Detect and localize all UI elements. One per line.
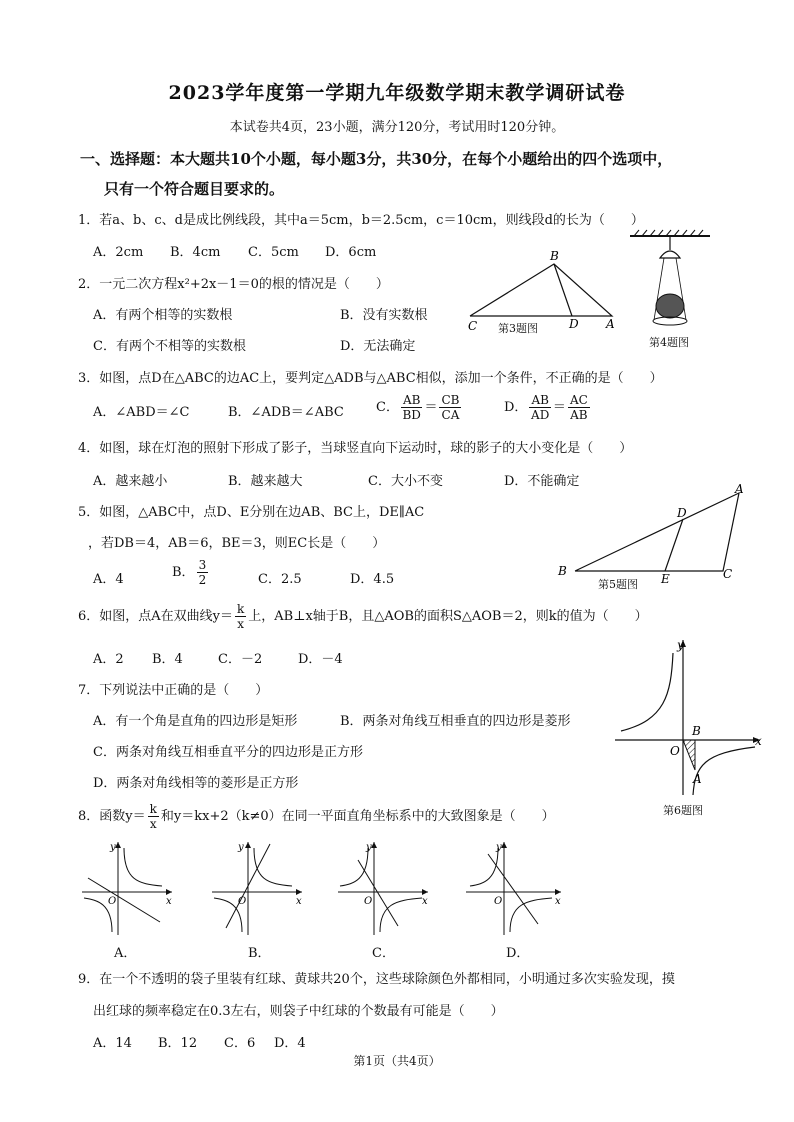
q3-d-num1: AB — [531, 393, 549, 407]
fig6-label-a: A — [693, 772, 702, 786]
q3-d-prefix: D． — [504, 400, 528, 415]
q8a-label-y: y — [110, 842, 116, 853]
q9-option-a: A．14 — [93, 1036, 132, 1051]
figure-3-caption: 第3题图 — [498, 322, 538, 335]
q3-option-d — [504, 393, 592, 422]
figure-3 — [462, 250, 632, 340]
q6-stem-num: k — [237, 602, 245, 616]
q3-c-prefix: C． — [376, 400, 399, 415]
q3-d-den2: AB — [570, 408, 588, 422]
q9-option-d: D．4 — [274, 1036, 306, 1051]
q7-option-a: A．有一个角是直角的四边形是矩形 — [93, 714, 298, 729]
q7-option-b: B．两条对角线互相垂直的四边形是菱形 — [340, 714, 571, 729]
q5-option-a: A．4 — [93, 572, 124, 587]
page-number: 第1页（共4页） — [353, 1054, 441, 1068]
q7-stem: 7．下列说法中正确的是（ ） — [78, 683, 269, 698]
q4-option-d: D．不能确定 — [504, 474, 580, 489]
q3-c-num2: CB — [441, 393, 460, 407]
figure-6 — [615, 635, 765, 805]
q8-stem-num: k — [149, 802, 157, 816]
q2-stem: 2．一元二次方程x²+2x－1＝0的根的情况是（ ） — [78, 277, 389, 292]
fig3-label-a: A — [606, 317, 615, 331]
q3-c-num1: AB — [402, 393, 421, 407]
q6-option-b: B．4 — [152, 652, 183, 667]
q3-option-a: A．∠ABD＝∠C — [93, 405, 190, 420]
q9-stem-line2: 出红球的频率稳定在0.3左右，则袋子中红球的个数最有可能是（ ） — [93, 1004, 504, 1019]
figure-4-caption: 第4题图 — [649, 336, 689, 349]
q8-option-c: C． — [372, 946, 395, 961]
exam-subtitle: 本试卷共4页，23小题，满分120分，考试用时120分钟。 — [229, 120, 565, 135]
q2-option-d: D．无法确定 — [340, 339, 416, 354]
q8a-label-x: x — [166, 896, 172, 907]
figure-5-caption: 第5题图 — [598, 578, 638, 591]
q7-option-c: C．两条对角线互相垂直平分的四边形是正方形 — [93, 745, 363, 760]
fig6-label-o: O — [670, 744, 680, 758]
fig5-label-a: A — [735, 482, 744, 496]
q4-stem: 4．如图，球在灯泡的照射下形成了影子，当球竖直向下运动时，球的影子的大小变化是（ ） — [78, 441, 633, 456]
q8-option-d: D． — [506, 946, 530, 961]
fig6-label-b: B — [692, 724, 701, 738]
q8-stem-den: x — [149, 817, 157, 831]
q8d-label-x: x — [555, 896, 561, 907]
q3-d-eq: ＝ — [552, 400, 566, 415]
fig3-label-b: B — [550, 249, 559, 263]
q3-c-den1: BD — [402, 408, 421, 422]
fig5-label-b: B — [558, 564, 567, 578]
q8-option-a: A． — [114, 946, 137, 961]
q8c-label-y: y — [366, 842, 372, 853]
lamp-shade-icon — [660, 251, 680, 258]
q3-stem: 3．如图，点D在△ABC的边AC上，要判定△ADB与△ABC相似，添加一个条件，不正确的是（ ） — [78, 371, 663, 386]
q1-stem: 1．若a、b、c、d是成比例线段，其中a＝5cm，b＝2.5cm，c＝10cm，则线段d的长为（ ） — [78, 213, 644, 228]
figure-4 — [626, 228, 716, 338]
section-heading-line2: 只有一个符合题目要求的。 — [104, 180, 285, 198]
q5-option-b — [172, 558, 210, 587]
figure-6-caption: 第6题图 — [663, 804, 703, 817]
q8b-label-y: y — [238, 842, 244, 853]
fig6-label-x: x — [755, 734, 762, 748]
q6-stem-den: x — [237, 617, 245, 631]
q8-stem — [78, 802, 555, 831]
q5-b-prefix: B． — [172, 565, 195, 580]
q1-option-c: C．5cm — [248, 245, 299, 260]
q6-stem-a: 6．如图，点A在双曲线y＝ — [78, 609, 234, 624]
q4-option-b: B．越来越大 — [228, 474, 303, 489]
q8-graph-b — [212, 840, 312, 940]
q6-option-d: D．－4 — [298, 652, 343, 667]
q8b-label-o: O — [238, 896, 247, 907]
ball-icon — [656, 294, 684, 318]
q5-stem-line1: 5．如图，△ABC中，点D、E分别在边AB、BC上，DE∥AC — [78, 505, 425, 520]
q5-option-c: C．2.5 — [258, 572, 302, 587]
q8d-label-o: O — [494, 896, 503, 907]
q8c-label-x: x — [422, 896, 428, 907]
section-heading-line1: 一、选择题：本大题共10个小题，每小题3分，共30分，在每个小题给出的四个选项中， — [80, 150, 673, 168]
q8-graph-d — [466, 840, 566, 940]
figure-5 — [555, 483, 755, 588]
q4-option-a: A．越来越小 — [93, 474, 168, 489]
q8b-label-x: x — [296, 896, 302, 907]
q8-stem-a: 8．函数y＝ — [78, 809, 146, 824]
q8-graph-c — [338, 840, 438, 940]
q8-graph-a — [82, 840, 182, 940]
q5-option-d: D．4.5 — [350, 572, 395, 587]
q5-b-den: 2 — [198, 573, 207, 587]
q8-stem-b: 和y＝kx+2（k≠0）在同一平面直角坐标系中的大致图象是（ ） — [160, 809, 555, 824]
fig5-label-e: E — [661, 572, 670, 586]
q8a-label-o: O — [108, 896, 117, 907]
q6-stem-b: 上，AB⊥x轴于B，且△AOB的面积S△AOB＝2，则k的值为（ ） — [248, 609, 648, 624]
fig5-label-d: D — [677, 506, 687, 520]
q3-option-b: B．∠ADB＝∠ABC — [228, 405, 344, 420]
fig5-label-c: C — [723, 567, 733, 581]
q3-option-c — [376, 393, 463, 422]
q2-option-c: C．有两个不相等的实数根 — [93, 339, 246, 354]
q3-d-num2: AC — [569, 393, 588, 407]
q6-option-a: A．2 — [93, 652, 124, 667]
q2-option-b: B．没有实数根 — [340, 308, 428, 323]
q1-option-b: B．4cm — [170, 245, 221, 260]
q8-option-b: B． — [248, 946, 271, 961]
q5-b-num: 3 — [198, 558, 207, 572]
q7-option-d: D．两条对角线相等的菱形是正方形 — [93, 776, 299, 791]
q1-option-a: A．2cm — [93, 245, 144, 260]
q1-option-d: D．6cm — [325, 245, 377, 260]
fig6-label-y: y — [677, 638, 684, 652]
q3-d-den1: AD — [531, 408, 550, 422]
q9-option-b: B．12 — [158, 1036, 198, 1051]
q8d-label-y: y — [496, 842, 502, 853]
q4-option-c: C．大小不变 — [368, 474, 443, 489]
q3-c-eq: ＝ — [424, 400, 438, 415]
q6-stem — [78, 602, 648, 631]
q8c-label-o: O — [364, 896, 373, 907]
exam-title: 2023学年度第一学期九年级数学期末教学调研试卷 — [168, 82, 626, 104]
q2-option-a: A．有两个相等的实数根 — [93, 308, 233, 323]
q9-stem-line1: 9．在一个不透明的袋子里装有红球、黄球共20个，这些球除颜色外都相同，小明通过多次实验发现，摸 — [78, 972, 675, 987]
q6-option-c: C．－2 — [218, 652, 263, 667]
fig3-label-d: D — [569, 317, 579, 331]
q5-stem-line2: ，若DB＝4，AB＝6，BE＝3，则EC长是（ ） — [88, 536, 386, 551]
q9-option-c: C．6 — [224, 1036, 256, 1051]
q3-c-den2: CA — [441, 408, 460, 422]
fig3-label-c: C — [468, 319, 478, 333]
